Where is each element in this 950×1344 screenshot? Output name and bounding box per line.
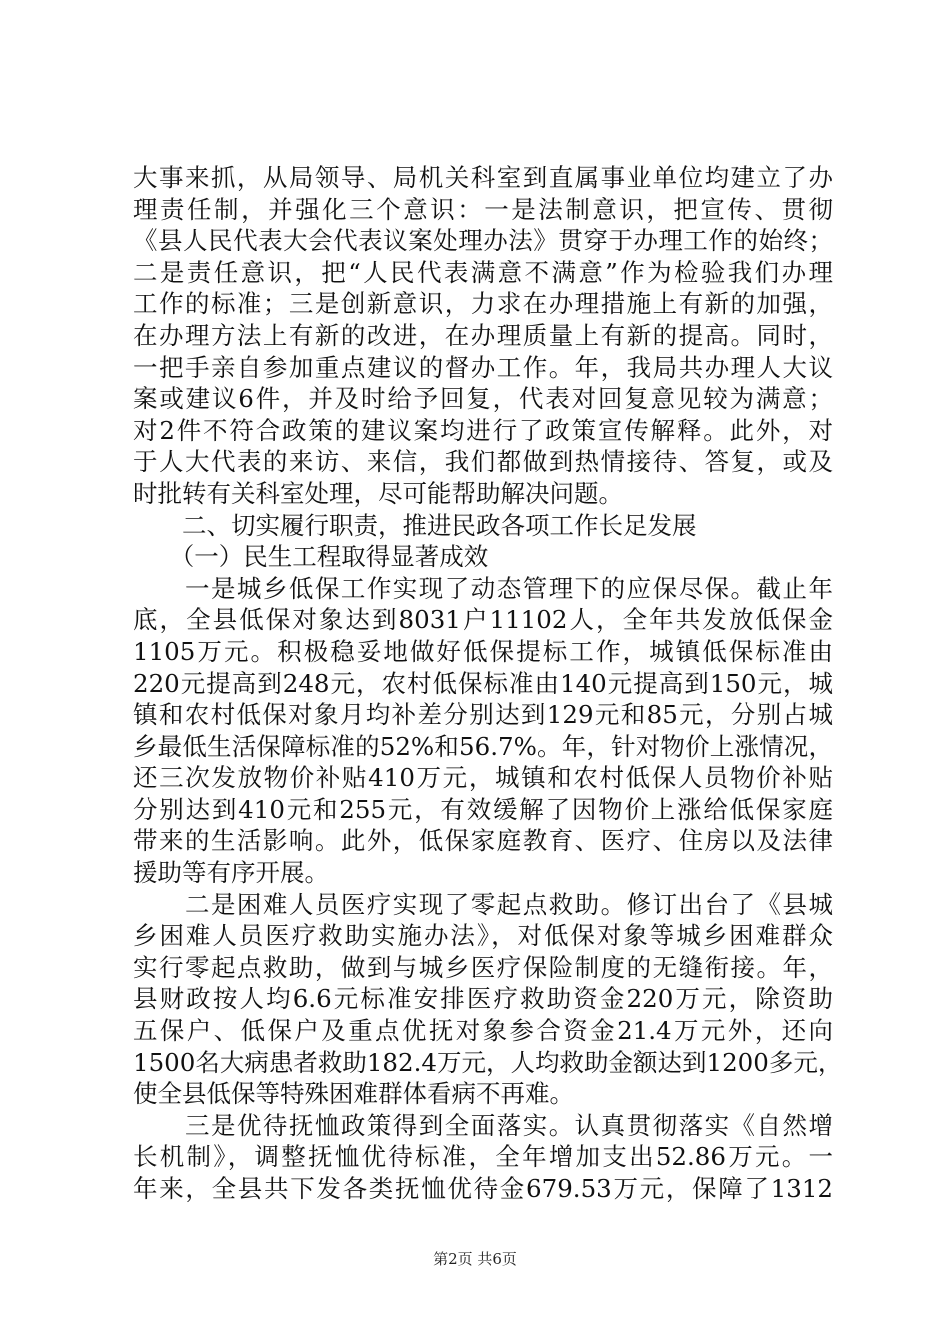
text-line: 实行零起点救助，做到与城乡医疗保险制度的无缝衔接。年， [133,952,833,982]
text-line: 三是优待抚恤政策得到全面落实。认真贯彻落实《自然增 [133,1110,833,1140]
text-line: 一是城乡低保工作实现了动态管理下的应保尽保。截止年 [133,573,833,603]
document-body [133,162,843,1205]
text-line: 《县人民代表大会代表议案处理办法》贯穿于办理工作的始终； [133,226,833,256]
text-line: （一）民生工程取得显著成效 [133,542,489,572]
text-line: 大事来抓，从局领导、局机关科室到直属事业单位均建立了办 [133,163,833,192]
text-line: 工作的标准；三是创新意识，力求在办理措施上有新的加强， [133,289,833,319]
text-line: 于人大代表的来访、来信，我们都做到热情接待、答复，或及 [133,447,833,477]
text-line: 1105万元。积极稳妥地做好低保提标工作，城镇低保标准由 [133,636,833,666]
text-line: 援助等有序开展。 [133,858,329,888]
text-line: 时批转有关科室处理，尽可能帮助解决问题。 [133,478,623,508]
text-line: 县财政按人均6.6元标准安排医疗救助资金220万元，除资助 [133,984,833,1014]
text-line: 理责任制，并强化三个意识：一是法制意识，把宣传、贯彻 [133,194,833,224]
text-line: 分别达到410元和255元，有效缓解了因物价上涨给低保家庭 [133,794,833,824]
text-line: 使全县低保等特殊困难群体看病不再难。 [133,1079,574,1109]
text-line: 220元提高到248元，农村低保标准由140元提高到150元，城 [133,668,833,698]
text-line: 1500名大病患者救助182.4万元，人均救助金额达到1200多元， [133,1047,843,1077]
text-line: 还三次发放物价补贴410万元，城镇和农村低保人员物价补贴 [133,763,833,793]
text-line: 对2件不符合政策的建议案均进行了政策宣传解释。此外，对 [133,415,833,445]
text-line: 案或建议6件，并及时给予回复，代表对回复意见较为满意； [133,384,833,414]
text-line: 一把手亲自参加重点建议的督办工作。年，我局共办理人大议 [133,352,833,382]
text-line: 二是困难人员医疗实现了零起点救助。修订出台了《县城 [133,889,833,919]
page-footer: 第2页 共6页 [433,1250,517,1268]
text-line: 二是责任意识，把“人民代表满意不满意”作为检验我们办理 [133,257,833,287]
text-line: 年来，全县共下发各类抚恤优待金679.53万元，保障了1312 [133,1174,833,1203]
text-line: 长机制》，调整抚恤优待标准，全年增加支出52.86万元。一 [133,1142,833,1172]
text-line: 五保户、低保户及重点优抚对象参合资金21.4万元外，还向 [133,1016,833,1046]
text-line: 在办理方法上有新的改进，在办理质量上有新的提高。同时， [133,320,833,350]
text-line: 乡最低生活保障标准的52%和56.7%。年，针对物价上涨情况， [133,731,833,761]
text-line: 镇和农村低保对象月均补差分别达到129元和85元，分别占城 [133,700,833,730]
text-line: 带来的生活影响。此外，低保家庭教育、医疗、住房以及法律 [133,826,833,856]
text-line: 底，全县低保对象达到8031户11102人，全年共发放低保金 [133,605,833,635]
text-line: 二、切实履行职责，推进民政各项工作长足发展 [133,510,697,540]
text-line: 乡困难人员医疗救助实施办法》，对低保对象等城乡困难群众 [133,921,833,951]
